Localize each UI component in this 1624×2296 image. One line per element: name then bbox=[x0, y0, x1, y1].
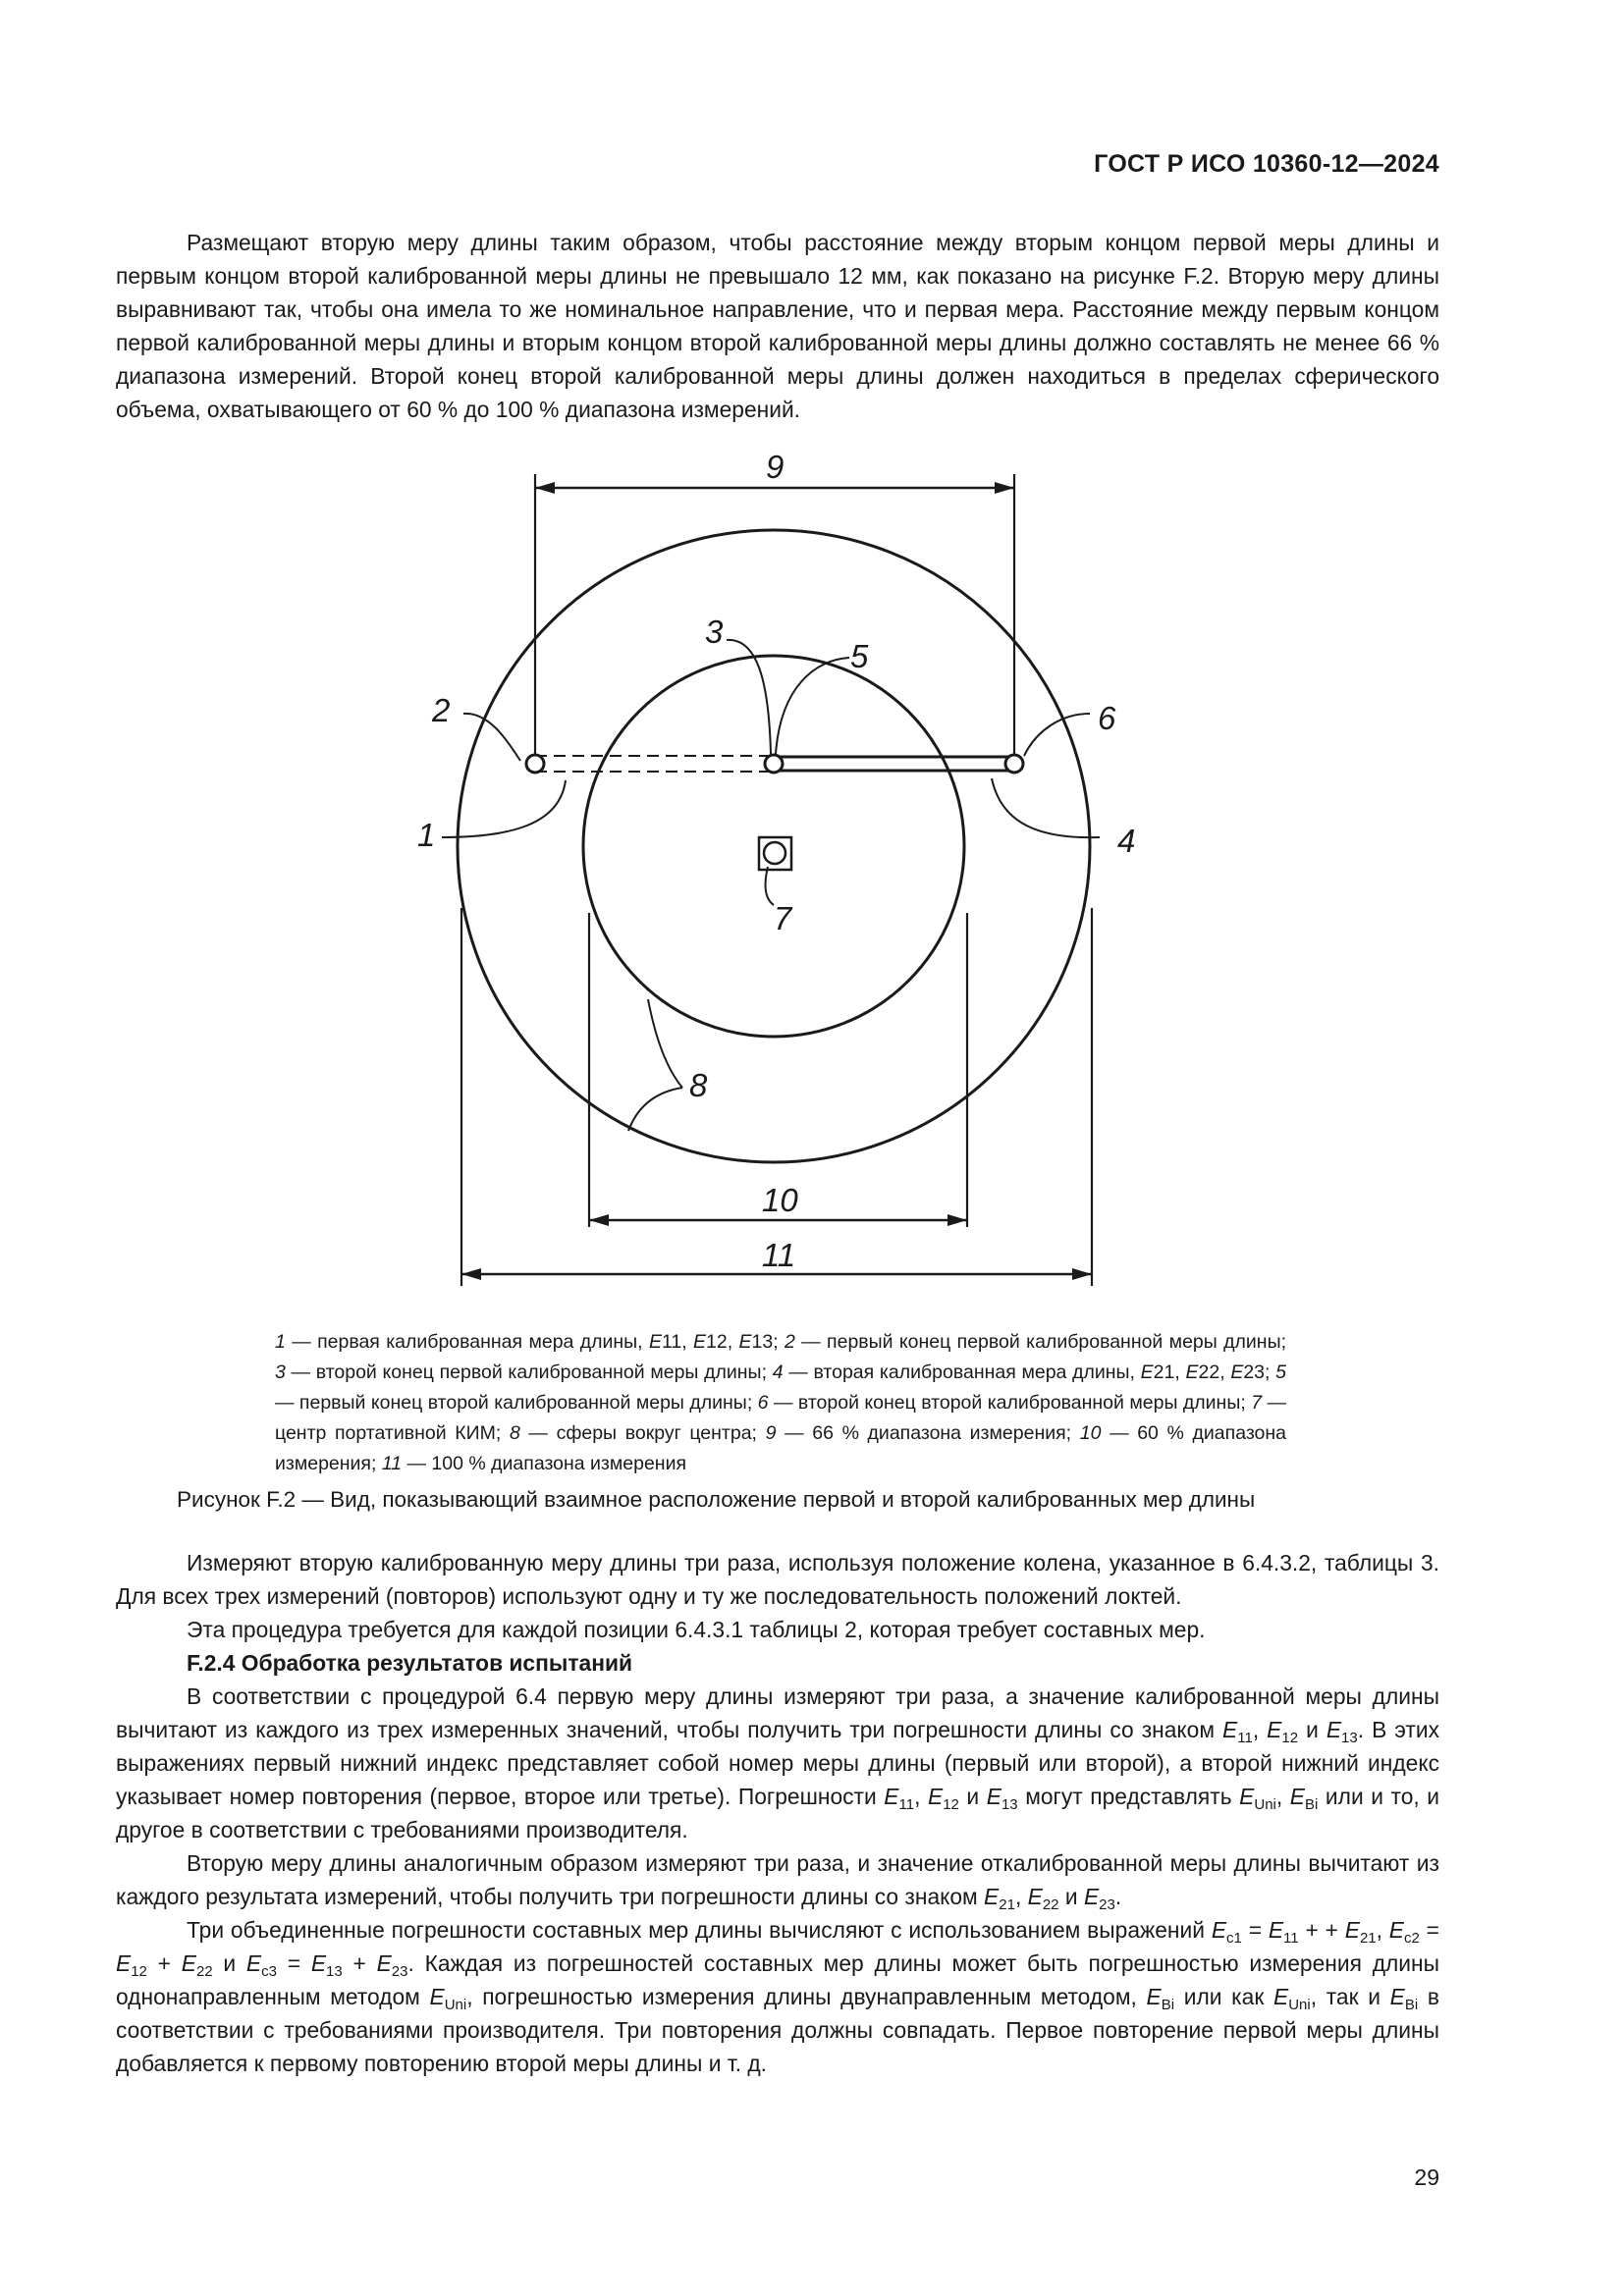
fig-label-11: 11 bbox=[762, 1237, 796, 1273]
section-heading-f24: F.2.4 Обработка результатов испытаний bbox=[187, 1650, 632, 1676]
fig-label-6: 6 bbox=[1098, 700, 1116, 736]
document-header: ГОСТ Р ИСО 10360-12—2024 bbox=[1094, 150, 1439, 178]
page-number: 29 bbox=[1414, 2164, 1439, 2190]
gauge-end-6 bbox=[1005, 755, 1023, 773]
cmm-center-circle bbox=[764, 842, 785, 864]
outer-sphere-circle bbox=[458, 530, 1090, 1162]
paragraph-processing: В соответствии с процедурой 6.4 первую меру длины измеряют три раза, а значение калиброванной меры длины вычитают из каждого из трех измеренных значений, чтобы получить три погрешности длины со знаком $E_{11}$, $E_{12}$ и $E_{13}$. В этих выражениях первый нижний индекс представляет собой номер меры длины (первый или второй), а второй нижний индекс указывает номер повторения (первое, второе или третье). Погрешности $E_{11}$, $E_{12}$ и $E_{13}$ могут представлять $E_{Uni}$, $E_{Bi}$ или и то, и другое в соответствии с требованиями производителя. bbox=[116, 1683, 1440, 1842]
figure-f2 bbox=[417, 447, 1178, 1310]
fig-label-2: 2 bbox=[432, 692, 451, 728]
fig-label-8: 8 bbox=[689, 1067, 708, 1103]
figure-caption: Рисунок F.2 — Вид, показывающий взаимное расположение первой и второй калиброванных мер длины bbox=[177, 1487, 1256, 1512]
fig-label-5: 5 bbox=[850, 638, 869, 674]
fig-label-10: 10 bbox=[762, 1182, 798, 1218]
intro-paragraph-block bbox=[116, 226, 1439, 426]
fig-label-4: 4 bbox=[1117, 823, 1136, 859]
gauge-end-2 bbox=[526, 755, 544, 773]
intro-paragraph: Размещают вторую меру длины таким образом, чтобы расстояние между вторым концом первой меры длины и первым концом второй калиброванной меры длины не превышало 12 мм, как показано на рисунке F.2. Вторую меру длины выравнивают так, чтобы она имела то же номинальное направление, что и первая мера. Расстояние между первым концом первой калиброванной меры длины и вторым концом второй калиброванной меры длины должно составлять не менее 66 % диапазона измерений. Второй конец второй калиброванной меры длины должен находиться в пределах сферического объема, охватывающего от 60 % до 100 % диапазона измерений. bbox=[116, 230, 1439, 422]
paragraph-combined-errors: Три объединенные погрешности составных мер длины вычисляют с использованием выражений $E_{c1} = E_{11}$ + + $E_{21}$, $E_{c2} = E_{12} + E_{22}$ и $E_{c3} = E_{13} + E_{23}$. Каждая из погрешностей составных мер длины может быть погрешностью измерения длины однонаправленным методом $E_{Uni}$, погрешностью измерения длины двунаправленным методом, $E_{Bi}$ или как $E_{Uni}$, так и $E_{Bi}$ в соответствии с требованиями производителя. Три повторения должны совпадать. Первое повторение первой меры длины добавляется к первому повторению второй меры длины и т. д. bbox=[116, 1917, 1440, 2076]
paragraph-measure-second: Измеряют вторую калиброванную меру длины три раза, используя положение колена, указанное в 6.4.3.2, таблицы 3. Для всех трех измерений (повторов) используют одну и ту же последовательность положений локтей. bbox=[116, 1550, 1439, 1609]
body-text-block bbox=[116, 1546, 1439, 2080]
fig-label-9: 9 bbox=[766, 449, 785, 485]
paragraph-second-measure: Вторую меру длины аналогичным образом измеряют три раза, и значение откалиброванной меры длины вычитают из каждого результата измерений, чтобы получить три погрешности длины со знаком $E_{21}$, $E_{22}$ и $E_{23}$. bbox=[116, 1850, 1439, 1913]
paragraph-procedure: Эта процедура требуется для каждой позиции 6.4.3.1 таблицы 2, которая требует составных мер. bbox=[187, 1617, 1206, 1642]
fig-label-7: 7 bbox=[774, 900, 792, 936]
inner-sphere-circle bbox=[583, 656, 964, 1037]
second-gauge-bar bbox=[774, 757, 1014, 771]
gauge-end-3-5 bbox=[765, 755, 783, 773]
figure-legend: 1 — первая калиброванная мера длины, E11, E12, E13; 2 — первый конец первой калиброванной меры длины; 3 — второй конец первой калиброванной меры длины; 4 — вторая калиброванная мера длины, E21, E22, E23; 5 — первый конец второй калиброванной меры длины; 6 — второй конец второй калиброванной меры длины; 7 — центр портативной КИМ; 8 — сферы вокруг центра; 9 — 66 % диапазона измерения; 10 — 60 % диапазона измерения; 11 — 100 % диапазона измерения bbox=[275, 1331, 1287, 1474]
fig-label-3: 3 bbox=[705, 614, 724, 650]
fig-label-1: 1 bbox=[417, 817, 436, 853]
